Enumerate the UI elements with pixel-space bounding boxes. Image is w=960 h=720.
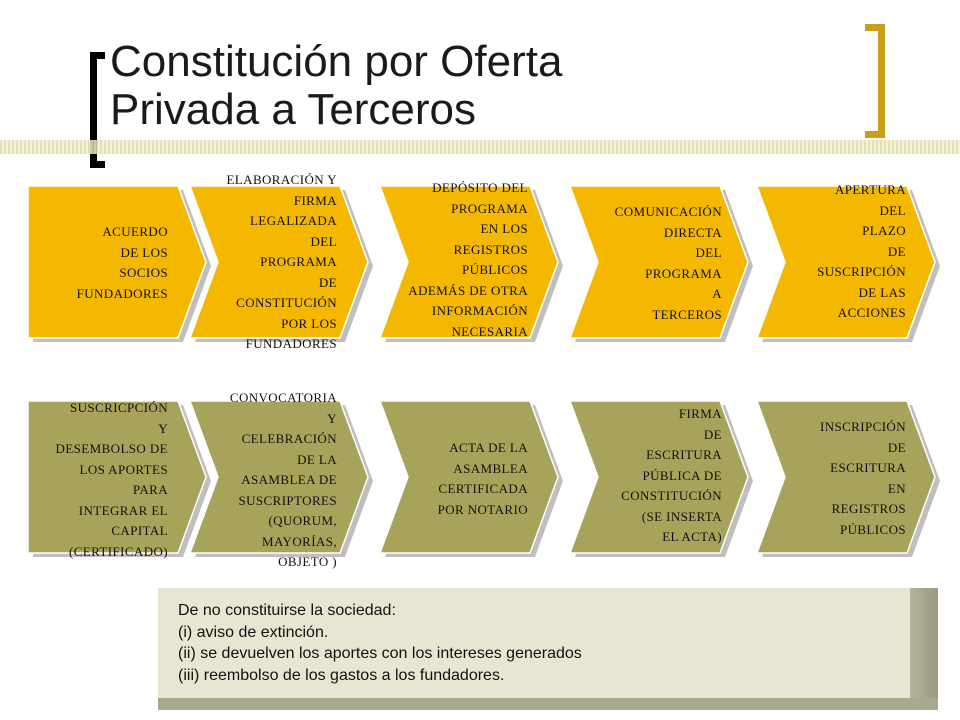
process-step-label: COMUNICACIÓN DIRECTA DEL PROGRAMA A TERCEROS — [614, 204, 722, 322]
process-step-label: DEPÓSITO DEL PROGRAMA EN LOS REGISTROS PÚBLICOS ADEMÁS DE OTRA INFORMACIÓN NECESARIA — [408, 180, 528, 339]
note-text — [178, 600, 898, 686]
note-line: (i) aviso de extinción. — [178, 623, 329, 641]
title-line-2: Privada a Terceros — [110, 85, 477, 134]
process-step-label: ACUERDO DE LOS SOCIOS FUNDADORES — [76, 224, 168, 301]
process-step-label: ELABORACIÓN Y FIRMA LEGALIZADA DEL PROGRAMA DE CONSTITUCIÓN POR LOS FUNDADORES — [226, 172, 337, 351]
process-step-label: SUSCRICPCIÓN Y DESEMBOLSO DE LOS APORTES PARA INTEGRAR EL CAPITAL (CERTIFICADO) — [55, 400, 168, 559]
note-line: (ii) se devuelven los aportes con los intereses generados — [178, 645, 582, 662]
process-step-label: INSCRIPCIÓN DE ESCRITURA EN REGISTROS PÚBLICOS — [819, 419, 906, 537]
process-step-label: ACTA DE LA ASAMBLEA CERTIFICADA POR NOTARIO — [437, 440, 528, 517]
title-line-1: Constitución por Oferta — [110, 37, 563, 86]
note-box-bottom-shadow — [158, 698, 938, 710]
note-line: (iii) reembolso de los gastos a los fundadores. — [178, 666, 505, 684]
process-step-label: FIRMA DE ESCRITURA PÚBLICA DE CONSTITUCIÓN (SE INSERTA EL ACTA) — [621, 406, 722, 544]
note-line: De no constituirse la sociedad: — [178, 602, 396, 619]
note-box-side-shadow — [910, 588, 938, 710]
process-step-label: CONVOCATORIA Y CELEBRACIÓN DE LA ASAMBLEA DE SUSCRIPTORES (QUORUM, MAYORÍAS, OBJETO ) — [229, 390, 337, 569]
process-step-label: APERTURA DEL PLAZO DE SUSCRIPCIÓN DE LAS ACCIONES — [817, 182, 906, 320]
